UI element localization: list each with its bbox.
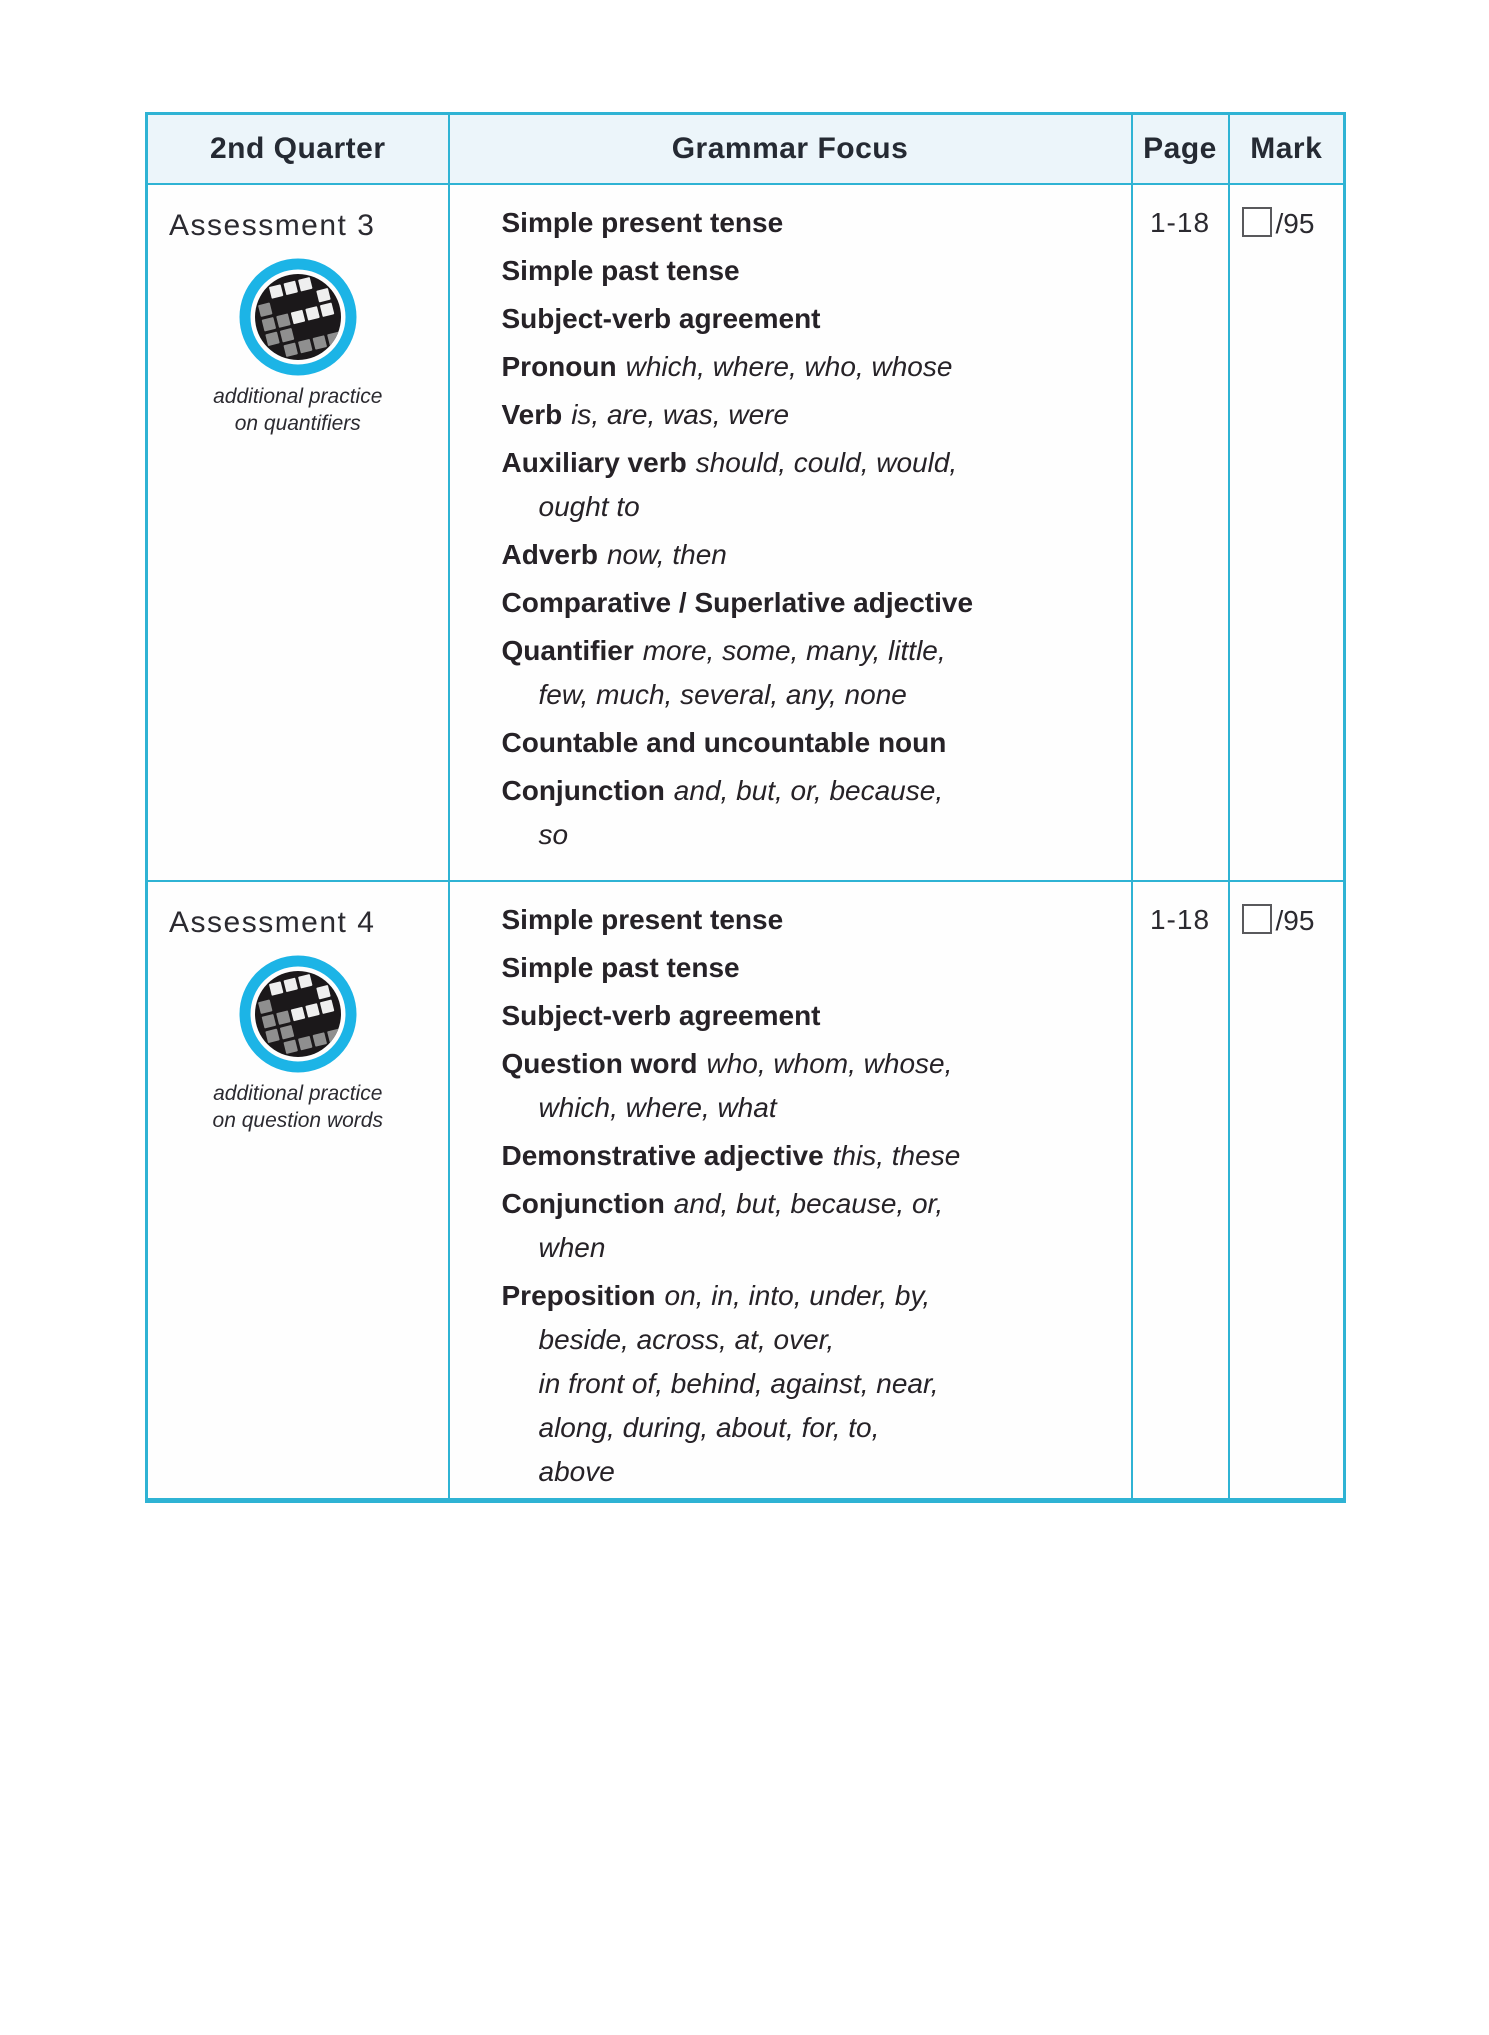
grammar-examples: this, these [832, 1140, 961, 1171]
grammar-item [502, 1274, 1121, 1494]
grammar-term: Subject-verb agreement [501, 1000, 821, 1031]
page-cell [1132, 184, 1229, 881]
grammar-term: Simple present tense [501, 207, 784, 238]
column-header-quarter: 2nd Quarter [147, 114, 449, 185]
assessment-cell [147, 184, 449, 881]
grammar-examples: should, could, would, [695, 447, 958, 478]
caption-line: on quantifiers [234, 412, 361, 435]
column-header-grammar-focus: Grammar Focus [449, 114, 1132, 185]
grammar-item [502, 898, 1121, 942]
grammar-examples: is, are, was, were [571, 399, 790, 430]
column-header-mark: Mark [1229, 114, 1345, 185]
grammar-item [502, 1182, 1121, 1270]
pixel-badge-icon [236, 255, 360, 379]
grammar-item [502, 441, 1121, 529]
grammar-term: Quantifier [501, 635, 634, 666]
page-range: 1-18 [1149, 207, 1211, 238]
grammar-examples: and, but, because, or, [673, 1188, 944, 1219]
grammar-term: Preposition [501, 1280, 656, 1311]
grammar-examples: now, then [606, 539, 727, 570]
mark-total: /95 [1275, 905, 1315, 936]
grammar-examples: which, where, who, whose [625, 351, 953, 382]
grammar-focus-cell [449, 881, 1132, 1501]
grammar-examples-continued: in front of, behind, against, near, [538, 1368, 939, 1399]
header-row [147, 114, 1345, 185]
grammar-examples-continued: few, much, several, any, none [538, 679, 907, 710]
grammar-term: Demonstrative adjective [501, 1140, 824, 1171]
grammar-term: Countable and uncountable noun [501, 727, 947, 758]
assessment-cell [147, 881, 449, 1501]
grammar-item [502, 201, 1121, 245]
grammar-item [502, 1134, 1121, 1178]
assessment-table-wrapper [145, 112, 1346, 1503]
grammar-term: Verb [501, 399, 563, 430]
page-range: 1-18 [1149, 904, 1211, 935]
grammar-item [502, 393, 1121, 437]
grammar-examples: who, whom, whose, [706, 1048, 953, 1079]
grammar-term: Conjunction [501, 1188, 665, 1219]
grammar-examples-continued: above [538, 1456, 615, 1487]
grammar-term: Simple past tense [501, 255, 740, 286]
grammar-term: Simple past tense [501, 952, 740, 983]
grammar-term: Simple present tense [501, 904, 784, 935]
assessment-table [145, 112, 1346, 1503]
grammar-term: Adverb [501, 539, 598, 570]
grammar-focus-cell [449, 184, 1132, 881]
grammar-term: Question word [501, 1048, 698, 1079]
grammar-item [502, 1042, 1121, 1130]
caption-line: additional practice [213, 385, 383, 408]
grammar-examples-continued: when [538, 1232, 606, 1263]
grammar-examples-continued: along, during, about, for, to, [538, 1412, 880, 1443]
grammar-examples: and, but, or, because, [673, 775, 944, 806]
caption-line: on question words [212, 1109, 383, 1132]
assessment-title: Assessment 4 [169, 906, 376, 939]
grammar-item [502, 769, 1121, 857]
grammar-item [502, 249, 1121, 293]
page-cell [1132, 881, 1229, 1501]
grammar-item [502, 581, 1121, 625]
grammar-term: Conjunction [501, 775, 665, 806]
grammar-item [502, 297, 1121, 341]
grammar-examples-continued: so [538, 819, 569, 850]
caption-line: additional practice [213, 1082, 383, 1105]
grammar-examples: on, in, into, under, by, [664, 1280, 931, 1311]
score-box [1242, 904, 1272, 934]
mark-total: /95 [1275, 208, 1315, 239]
mark-cell [1229, 184, 1345, 881]
score-box [1242, 207, 1272, 237]
grammar-examples-continued: which, where, what [538, 1092, 777, 1123]
grammar-term: Subject-verb agreement [501, 303, 821, 334]
grammar-item [502, 946, 1121, 990]
grammar-item [502, 994, 1121, 1038]
assessment-caption [149, 383, 447, 437]
grammar-term: Auxiliary verb [501, 447, 687, 478]
assessment-caption [149, 1080, 447, 1134]
pixel-badge-icon [236, 952, 360, 1076]
grammar-item [502, 533, 1121, 577]
grammar-examples-continued: ought to [538, 491, 640, 522]
table-row [147, 881, 1345, 1501]
mark-cell [1229, 881, 1345, 1501]
column-header-page: Page [1132, 114, 1229, 185]
grammar-term: Comparative / Superlative adjective [501, 587, 974, 618]
grammar-item [502, 345, 1121, 389]
grammar-term: Pronoun [501, 351, 617, 382]
table-row [147, 184, 1345, 881]
assessment-title: Assessment 3 [169, 209, 376, 242]
grammar-examples: more, some, many, little, [642, 635, 946, 666]
grammar-item [502, 721, 1121, 765]
grammar-item [502, 629, 1121, 717]
grammar-examples-continued: beside, across, at, over, [538, 1324, 835, 1355]
